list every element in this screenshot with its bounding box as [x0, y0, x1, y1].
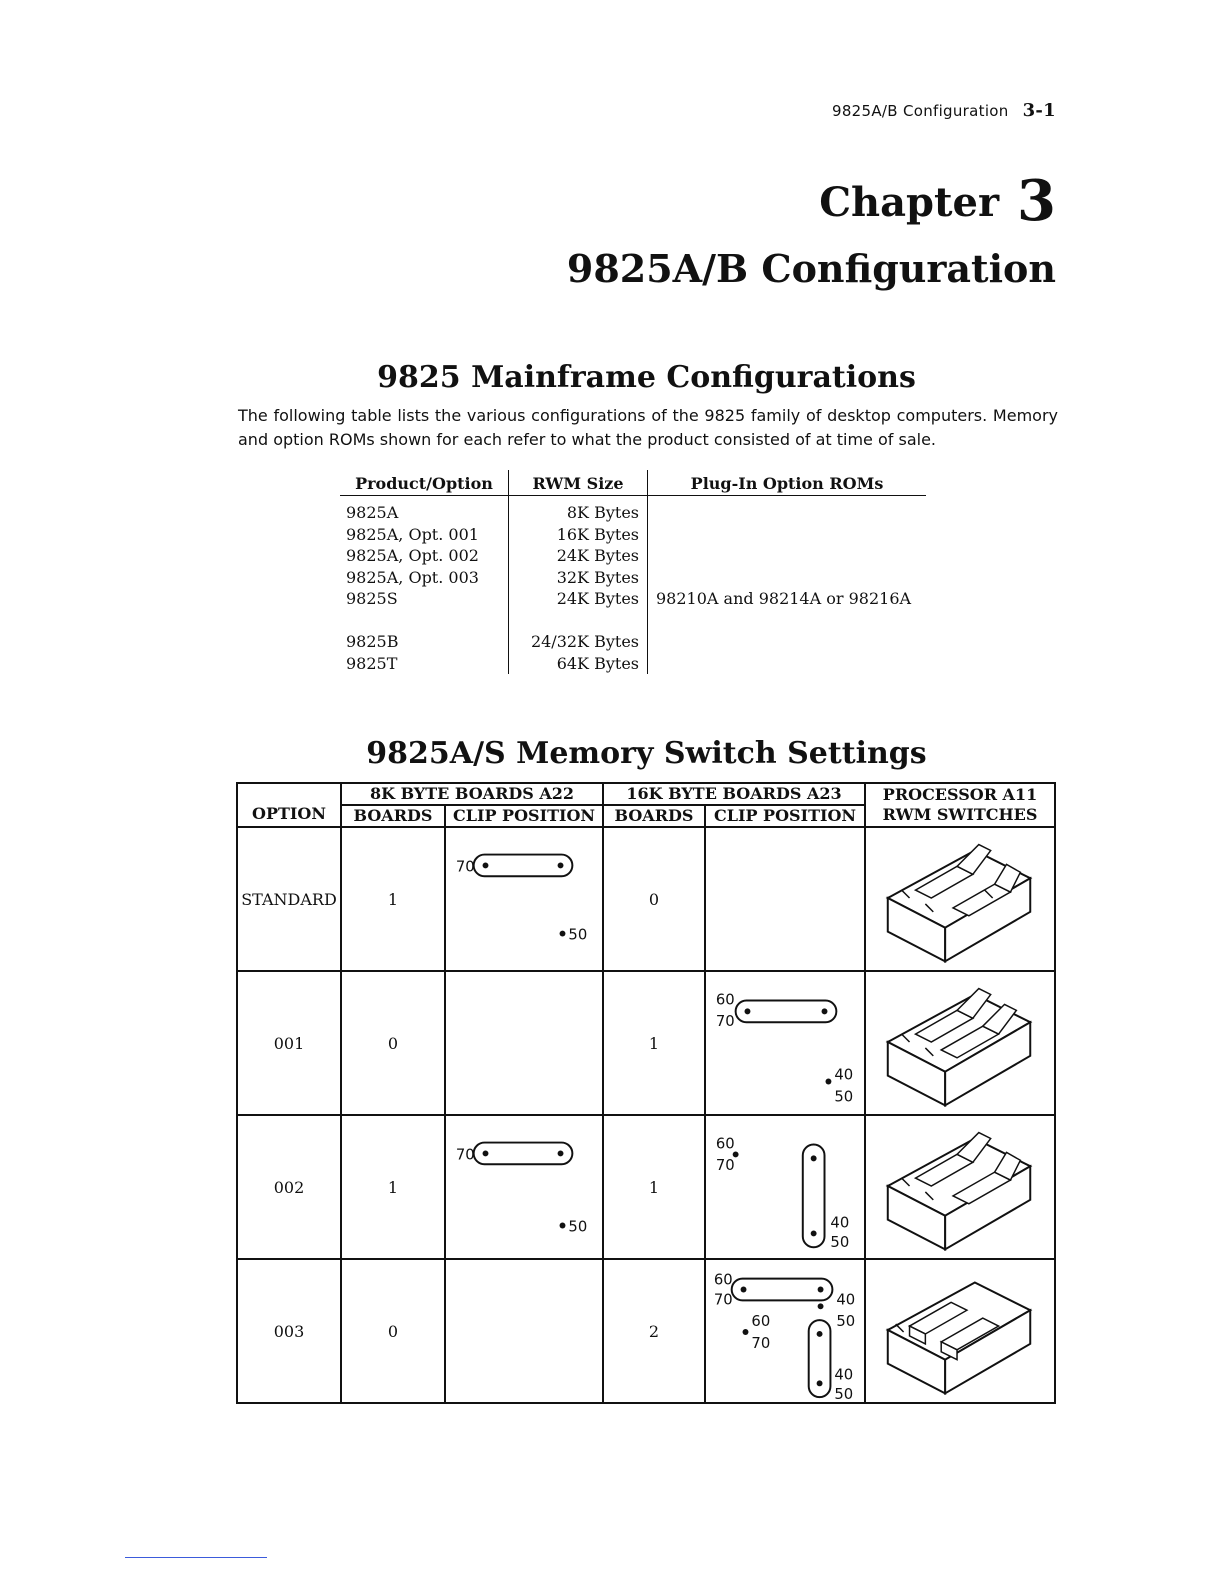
clip-16k-cell [705, 1115, 865, 1259]
boards-16k-cell: 1 [603, 1115, 705, 1259]
table-row [340, 631, 926, 653]
header-clip-8k: CLIP POSITION [445, 805, 603, 827]
clip-label-70: 70 [751, 1334, 771, 1352]
clip-label-60: 60 [715, 1135, 735, 1153]
roms-cell [648, 524, 927, 546]
clip-pin [483, 1150, 489, 1156]
table-row [340, 588, 926, 610]
roms-cell [648, 502, 927, 524]
dip-switch-icon [866, 828, 1054, 970]
clip-8k-cell [445, 1115, 603, 1259]
chapter-number: 3 [1017, 168, 1056, 234]
table-row-spacer [340, 610, 926, 632]
clip-pin [817, 1331, 823, 1337]
table-row [340, 545, 926, 567]
option-cell: 002 [237, 1115, 341, 1259]
product-cell: 9825A, Opt. 001 [346, 524, 479, 544]
clip-16k-cell [705, 1259, 865, 1403]
clip-label-50: 50 [568, 1218, 588, 1236]
product-cell: 9825A, Opt. 002 [346, 546, 479, 565]
clip-pin [558, 1150, 564, 1156]
clip-label-40: 40 [836, 1291, 856, 1309]
roms-cell [648, 653, 927, 675]
dip-switch-icon [866, 1116, 1054, 1258]
boards-16k-cell: 0 [603, 827, 705, 971]
header-boards-16k: BOARDS [603, 805, 705, 827]
boards-16k-cell: 1 [603, 971, 705, 1115]
page-number: 3-1 [1022, 100, 1056, 121]
header-option: OPTION [237, 783, 341, 827]
header-product-option: Product/Option [340, 470, 509, 496]
product-cell: 9825A [346, 503, 399, 522]
rwm-cell: 8K Bytes [509, 502, 648, 524]
option-cell: 003 [237, 1259, 341, 1403]
rwm-cell: 24/32K Bytes [509, 631, 648, 653]
table-row [237, 1259, 1055, 1403]
switch-settings-table [236, 782, 1056, 1404]
header-processor-line2: RWM SWITCHES [882, 805, 1038, 824]
header-16k-boards: 16K BYTE BOARDS A23 [603, 783, 865, 805]
header-boards-8k: BOARDS [341, 805, 445, 827]
clip-label-50: 50 [834, 1386, 854, 1402]
clip-pin [818, 1287, 824, 1293]
clip-pin [822, 1008, 828, 1014]
product-cell: 9825S [346, 589, 398, 608]
header-option-roms: Plug-In Option ROMs [648, 470, 927, 496]
chapter-label [819, 168, 1056, 234]
boards-16k-cell: 2 [603, 1259, 705, 1403]
clip-label-50: 50 [568, 926, 588, 944]
product-cell: 9825B [346, 632, 399, 651]
table-row [237, 827, 1055, 971]
clip-8k-cell [445, 827, 603, 971]
rwm-cell: 24K Bytes [509, 545, 648, 567]
clip-pin [483, 862, 489, 868]
roms-cell [648, 631, 927, 653]
clip-8k-cell [445, 971, 603, 1115]
boards-8k-cell: 1 [341, 827, 445, 971]
clip-diagram [706, 1116, 864, 1258]
roms-cell [648, 545, 927, 567]
running-header [832, 100, 1056, 121]
clip-label-70: 70 [455, 1146, 475, 1164]
clip-label-60: 60 [715, 991, 735, 1009]
clip-label-40: 40 [834, 1366, 854, 1384]
table-row [340, 502, 926, 524]
rwm-cell: 32K Bytes [509, 567, 648, 589]
rwm-cell: 24K Bytes [509, 588, 648, 610]
dip-switch-icon [866, 1260, 1054, 1402]
rwm-switch-cell [865, 971, 1055, 1115]
roms-cell [648, 567, 927, 589]
rwm-switch-cell [865, 1115, 1055, 1259]
clip-16k-cell [705, 971, 865, 1115]
clip-diagram [706, 972, 864, 1114]
product-cell: 9825A, Opt. 003 [346, 567, 479, 587]
clip-label-70: 70 [715, 1157, 735, 1175]
clip-pin [560, 1223, 566, 1229]
dip-switch-icon [866, 972, 1054, 1114]
clip-label-70: 70 [715, 1013, 735, 1031]
rwm-switch-cell [865, 1259, 1055, 1403]
clip-diagram [446, 828, 602, 970]
table-row [237, 971, 1055, 1115]
clip-pin [743, 1329, 749, 1335]
clip-pin [811, 1155, 817, 1161]
clip-diagram [706, 1260, 864, 1402]
clip-label-50: 50 [830, 1234, 850, 1252]
clip-label-70: 70 [455, 858, 475, 876]
header-rwm-size: RWM Size [509, 470, 648, 496]
clip-8k-cell [445, 1259, 603, 1403]
clip-label-40: 40 [830, 1214, 850, 1232]
clip-pin [558, 862, 564, 868]
clip-pin [745, 1008, 751, 1014]
table-row [340, 524, 926, 546]
header-8k-boards: 8K BYTE BOARDS A22 [341, 783, 603, 805]
boards-8k-cell: 0 [341, 1259, 445, 1403]
chapter-title: 9825A/B Configuration [566, 246, 1056, 291]
clip-pin [817, 1380, 823, 1386]
clip-label-60: 60 [713, 1271, 733, 1289]
clip-16k-cell [705, 827, 865, 971]
table-row [340, 567, 926, 589]
clip-pin [811, 1230, 817, 1236]
section-title-switch-settings: 9825A/S Memory Switch Settings [366, 736, 927, 771]
roms-cell: 98210A and 98214A or 98216A [656, 589, 912, 608]
header-processor [865, 783, 1055, 827]
clip-pin [741, 1287, 747, 1293]
option-cell: STANDARD [237, 827, 341, 971]
rwm-cell: 64K Bytes [509, 653, 648, 675]
clip-pin [560, 931, 566, 937]
header-clip-16k: CLIP POSITION [705, 805, 865, 827]
product-table-header [340, 470, 926, 496]
clip-label-40: 40 [834, 1066, 854, 1084]
clip-pin [825, 1079, 831, 1085]
clip-shape [736, 1001, 837, 1023]
rwm-switch-cell [865, 827, 1055, 971]
table-row [340, 653, 926, 675]
clip-pin [818, 1303, 824, 1309]
clip-shape [732, 1279, 833, 1301]
section-title-mainframe: 9825 Mainframe Configurations [377, 360, 916, 395]
clip-pin [733, 1151, 739, 1157]
running-header-text: 9825A/B Configuration [832, 102, 1009, 120]
clip-label-60: 60 [751, 1313, 771, 1331]
chapter-word: Chapter [819, 179, 1000, 226]
clip-label-50: 50 [834, 1088, 854, 1106]
clip-diagram [446, 1116, 602, 1258]
footer-rule [125, 1557, 267, 1558]
product-cell: 9825T [346, 653, 398, 673]
option-cell: 001 [237, 971, 341, 1115]
boards-8k-cell: 0 [341, 971, 445, 1115]
intro-paragraph: The following table lists the various configurations of the 9825 family of desktop computers. Memory and option ROMs shown for each refer to what the product consisted of at time of sale. [238, 406, 1058, 449]
header-processor-line1: PROCESSOR A11 [882, 785, 1038, 804]
clip-label-70: 70 [713, 1291, 733, 1309]
boards-8k-cell: 1 [341, 1115, 445, 1259]
switch-table-header-top [237, 783, 1055, 805]
clip-label-50: 50 [836, 1313, 856, 1331]
table-row [237, 1115, 1055, 1259]
rwm-cell: 16K Bytes [509, 524, 648, 546]
product-table [340, 470, 926, 674]
